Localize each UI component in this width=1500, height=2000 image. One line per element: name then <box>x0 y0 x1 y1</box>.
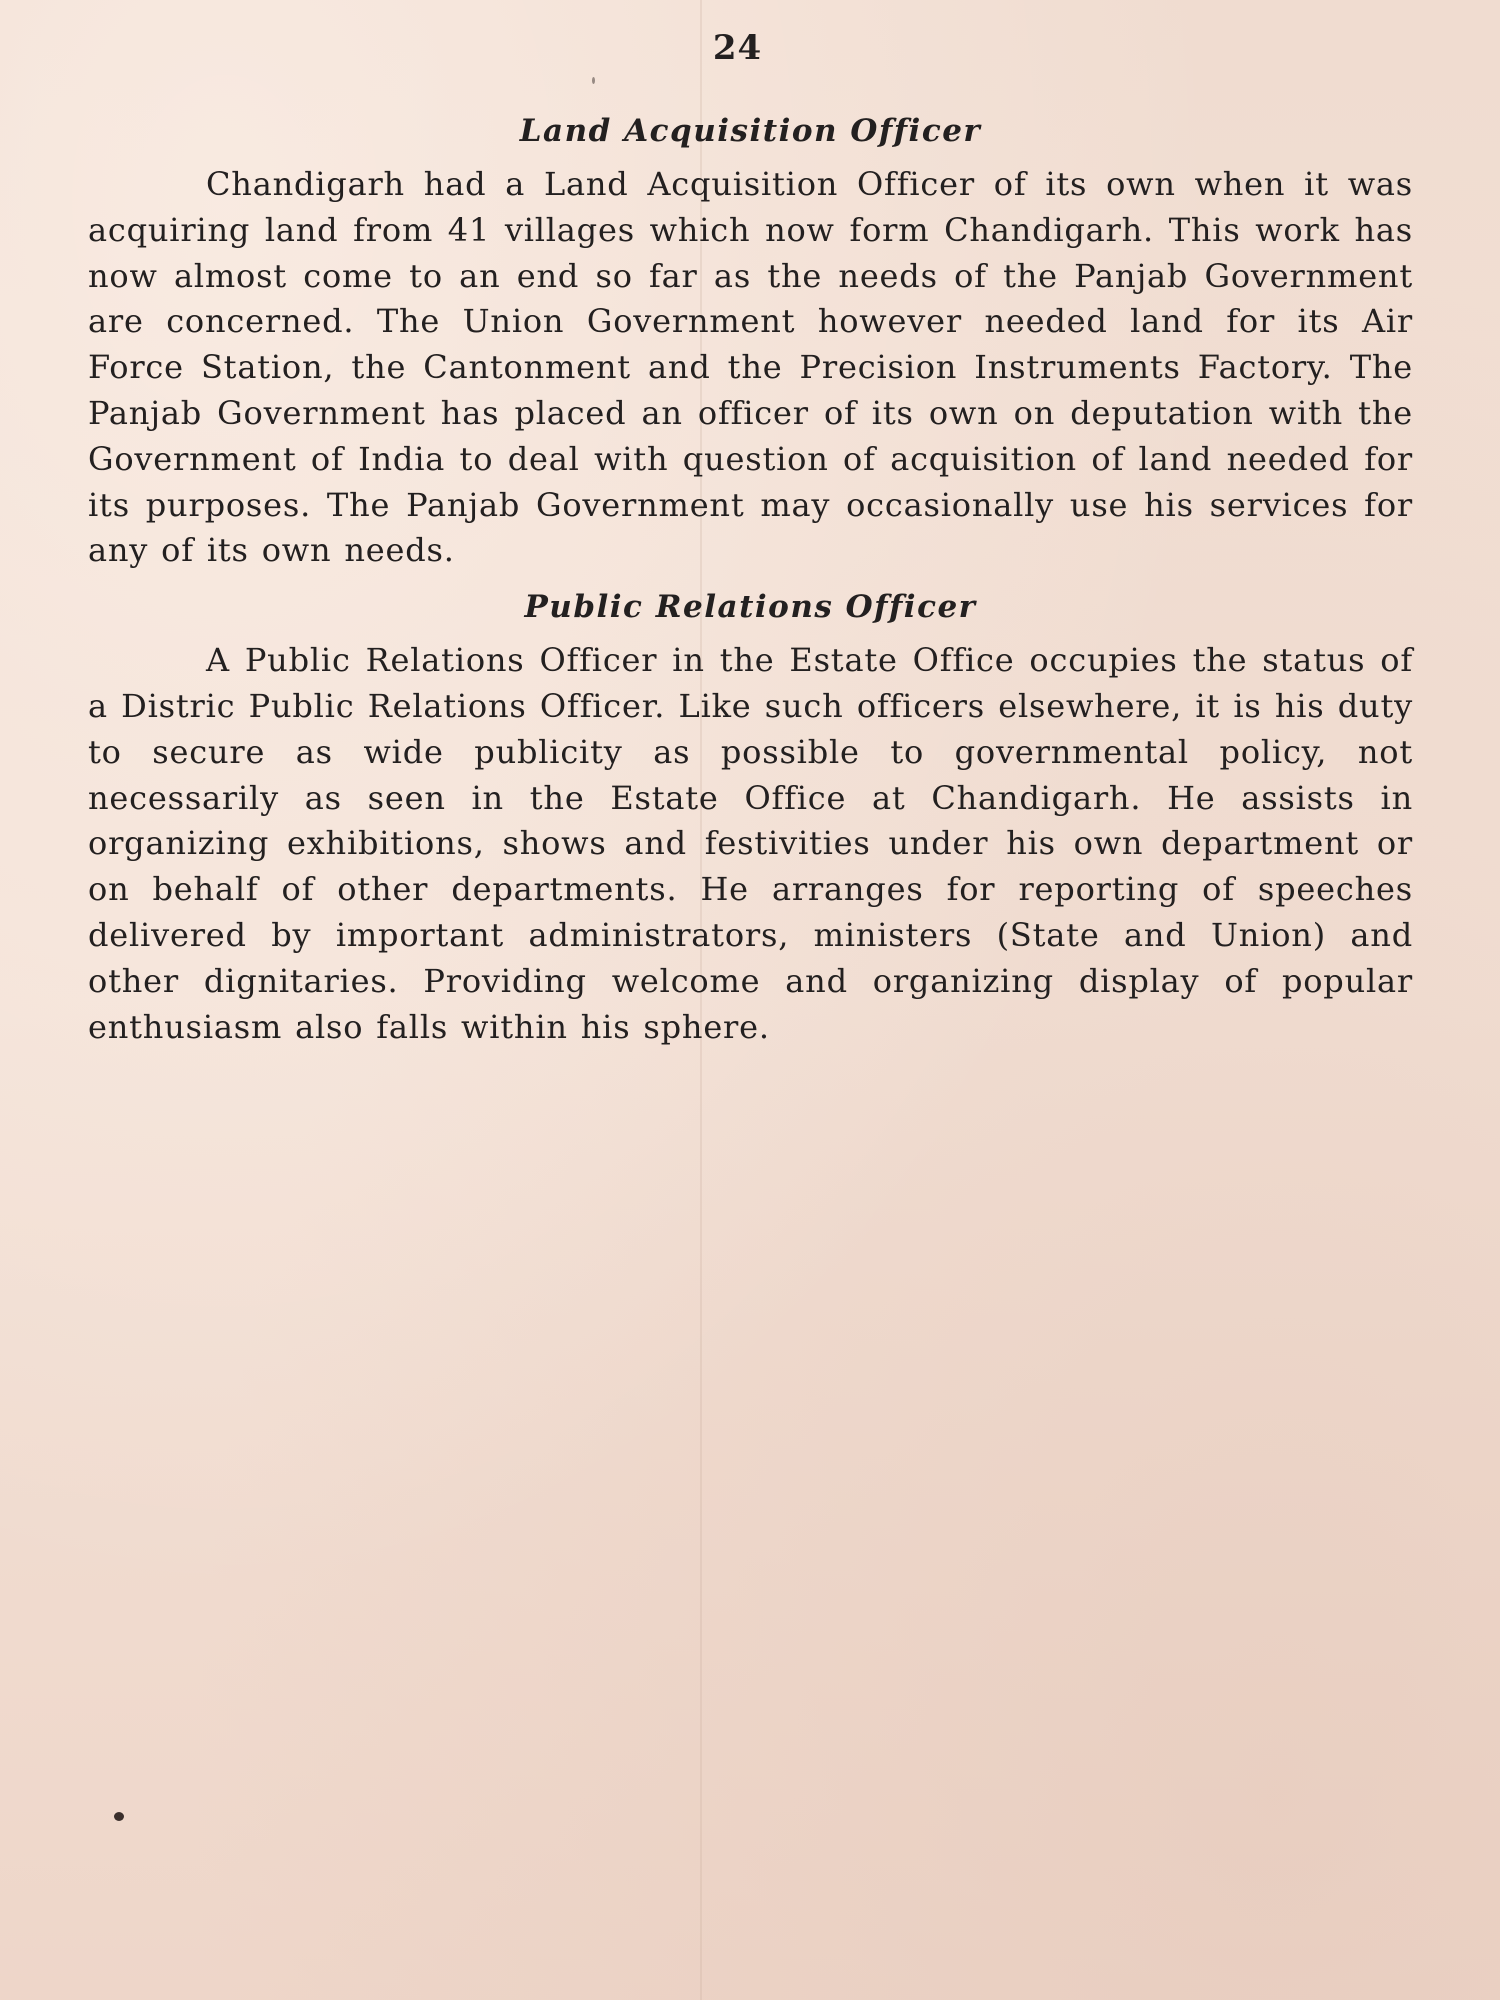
page-number: 24 <box>712 28 763 68</box>
section-paragraph-public-relations-officer: A Public Relations Officer in the Estate Office occupies the status of a Distric Public Relations Officer. Like such officers elsewhere, it is his duty to secure as wide publicity as possible to governmental policy, not necessarily as seen in the Estate Office at Chandigarh. He assists in organizing exhibitions, shows and festivities under his own department or on behalf of other departments. He arranges for reporting of speeches delivered by important administrators, ministers (State and Union) and other dignitaries. Providing welcome and organizing display of popular enthusiasm also falls within his sphere. <box>88 641 1413 1046</box>
section-heading-public-relations-officer: Public Relations Officer <box>524 589 977 626</box>
ink-speck <box>114 1812 124 1821</box>
section-paragraph-land-acquisition-officer: Chandigarh had a Land Acquisition Officer of its own when it was acquiring land from 41 villages which now form Chandigarh. This work has now almost come to an end so far as the needs of the Panjab Government are concerned. The Union Government however needed land for its Air Force Station, the Cantonment and the Precision Instruments Factory. The Panjab Government has placed an officer of its own on deputation with the Government of India to deal with question of acquisition of land needed for its purposes. The Panjab Government may occasionally use his services for any of its own needs. <box>88 165 1413 570</box>
page-content <box>88 108 1413 1050</box>
section-heading-land-acquisition-officer: Land Acquisition Officer <box>519 113 982 149</box>
ink-speck <box>592 77 595 84</box>
